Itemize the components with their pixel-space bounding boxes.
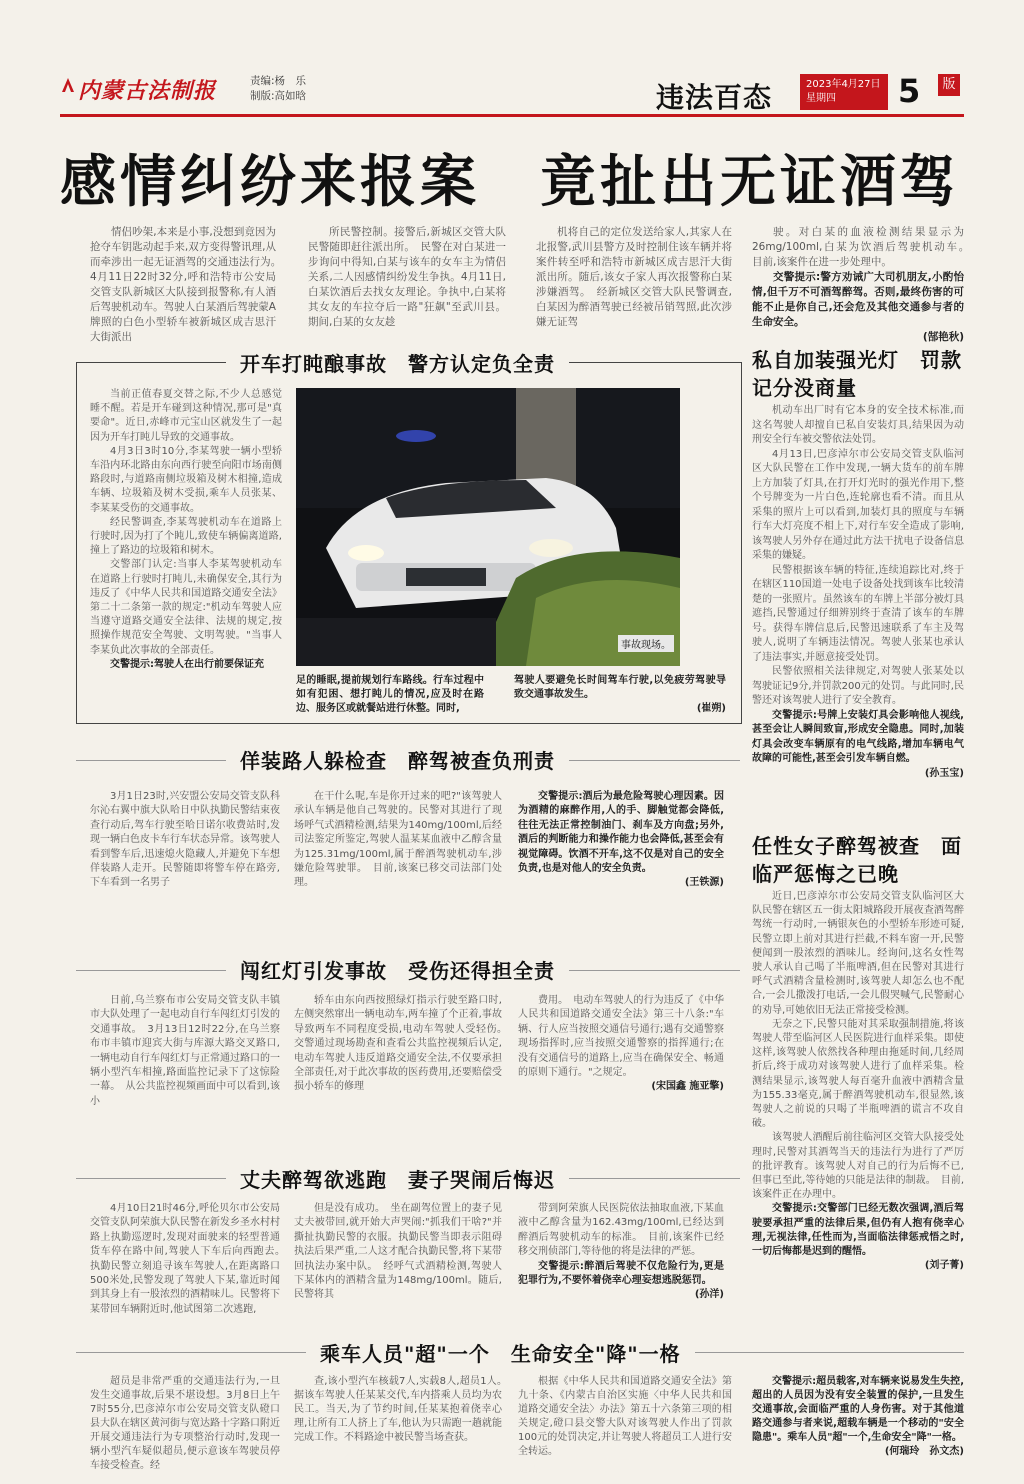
sleep-story-col1 <box>90 790 280 891</box>
doze-tip-col3 <box>514 674 726 716</box>
editor-credits <box>250 74 306 104</box>
story-paragraph: 查,该小型汽车核载7人,实载8人,超员1人。 据该车驾驶人任某某交代,车内搭乘人员均为农民工。当天,为了节约时间,任某某抱着侥幸心理,让所有工人挤上了车,他认为只需跑一趟就能完成工作。不料路途中被民警当场查获。 <box>294 1376 512 1443</box>
issue-date: 2023年4月27日 <box>806 79 881 90</box>
story-paragraph: 日前,乌兰察布市公安局交管支队丰镇市大队处理了一起电动自行车闯红灯引发的交通事故。 3月13日12时22分,在乌兰察布市丰镇市迎宾大街与库源大路交叉路口,一辆电动自行车闯红灯与正常通过路口的一辆小型汽车相撞,路面监控记录下了这惊险一幕。 从公共监控视频画面中可以看到,该小 <box>90 995 280 1107</box>
lights-story <box>752 404 964 781</box>
traffic-tip: 交警提示:驾驶人在出行前要保证充 <box>110 658 264 670</box>
traffic-tip: 驾驶人要避免长时间驾车行驶,以免疲劳驾驶导致交通事故发生。 <box>514 675 726 700</box>
byline: (崔朔) <box>696 703 726 714</box>
sleep-story-col2 <box>294 790 502 891</box>
wife-story-col3 <box>518 1202 724 1303</box>
main-story-text: 所民警控制。接警后,新城区交管大队民警随即赶往派出所。 民警在对白某进一步询问中得知,白某与该车的女车主为情侣关系,二人因感情纠纷发生争执。4月11日,白某饮酒后去找女友理论。争执中,白某将其女友的车拉夺后一路"狂飙"至武川县。期间,白某的女友趁 <box>308 226 506 328</box>
wife-story-col1 <box>90 1202 290 1317</box>
story-paragraph: 超员是非常严重的交通违法行为,一旦发生交通事故,后果不堪设想。3月8日上午7时55分,巴彦淖尔市公安局交管支队磴口县大队在辖区黄河街与宽达路十字路口附近开展交通违法行为专项整治行动时,发现一辆小型汽车疑似超员,便示意该车驾驶员停车接受检查。经 <box>90 1376 280 1471</box>
story-paragraph: 4月13日,巴彦淖尔市公安局交管支队临河区大队民警在工作中发现,一辆大货车的前车牌上方加装了灯具,在打开灯光时的强光作用下,整个号牌变为一片白色,连轮廓也看不清。而且从采集的照片上可以看到,加装灯具的照度与车辆行车大灯亮度不相上下,对行车安全造成了影响,该驾驶人另外存在通过此方法干扰电子设备信息采集的嫌疑。 <box>752 448 964 561</box>
byline: (孙玉宝) <box>924 767 964 779</box>
page-label: 版 <box>938 74 960 96</box>
date-box <box>800 74 888 110</box>
section-name: 违法百态 <box>656 81 773 114</box>
story-paragraph: 民警依照相关法律规定,对驾驶人张某处以驾驶证记9分,并罚款200元的处罚。与此同时,民警还对该驾驶人进行了安全教育。 <box>752 666 964 706</box>
main-story-col1 <box>90 225 287 345</box>
byline: (孙洋) <box>694 1289 724 1301</box>
story-paragraph: 根据《中华人民共和国道路交通安全法》第九十条、《内蒙古自治区实施〈中华人民共和国道路交通安全法〉办法》第五十六条第三项的相关规定,磴口县交警大队对该驾驶人作出了罚款100元的处罚决定,并让驾驶人将超员工人进行安全转运。 <box>518 1376 732 1457</box>
woman-story <box>752 890 964 1273</box>
main-headline: 感情纠纷来报案 竟扯出无证酒驾 <box>60 149 960 215</box>
story-paragraph: 3月1日23时,兴安盟公安局交管支队科尔沁右翼中旗大队哈日中队执勤民警结束夜查行动后,驾车行驶至哈日诺尔收费站时,发现一辆白色皮卡车行车状态异常。该驾驶人看到警车后,迅速熄火隐藏人,并避免下车想佯装路人走开。民警随即将警车停在路旁,下车看到一名男子 <box>90 791 280 889</box>
story-headline: 乘车人员"超"一个 生命安全"降"一格 <box>306 1338 695 1367</box>
sleep-story-col3 <box>518 790 724 891</box>
main-story-text: 机将自己的定位发送给家人,其家人在北报警,武川县警方及时控制住该车辆并将案件转至呼和浩特市新城区成吉思汗大街派出所。随后,该女子家人再次报警称白某涉嫌酒驾。 经新城区交管大队民警调查,白某因为醉酒驾驶已经被吊销驾照,此次涉嫌无证驾 <box>536 226 732 328</box>
main-story-text: 情侣吵架,本来是小事,没想到竟因为抢夺车钥匙动起手来,双方变得警讯理,从而牵涉出一起无证酒驾的交通违法行为。 4月11日22时32分,呼和浩特市公安局交管支队新城区大队接到报警称,有人酒后驾驶机动车。驾驶人白某酒后驾驶蒙A牌照的白色小型轿车被新城区成吉思汗大街派出 <box>90 226 287 343</box>
traffic-tip: 交警提示:超员载客,对车辆来说易发生失控,超出的人员因为没有安全装置的保护,一旦发生交通事故,会面临严重的人身伤害。对于其他道路交通参与者来说,超载车辆是一个移动的"安全隐患"。乘车人员"超"一个,生命安全"降"一格。 <box>752 1376 964 1443</box>
story-paragraph: 交警部门认定:当事人李某驾驶机动车在道路上行驶时打盹儿,未确保安全,其行为违反了《中华人民共和国道路交通安全法》第二十二条第一款的规定:"机动车驾驶人应当遵守道路交通安全法律、法规的规定,按照操作规范安全驾驶、文明驾驶。"当事人李某负此次事故的全部责任。 <box>90 559 282 656</box>
traffic-tip: 足的睡眠,提前规划行车路线。行车过程中如有犯困、想打盹儿的情况,应及时在路边、服务区或就餐站进行休整。同时, <box>296 675 484 714</box>
issue-weekday: 星期四 <box>806 93 836 104</box>
byline: (何瑞玲 孙文杰) <box>884 1446 964 1457</box>
overload-story-col2 <box>294 1375 512 1445</box>
editor-line: 责编:杨 乐 <box>250 75 307 87</box>
overload-story-col4 <box>752 1375 964 1459</box>
story-headline: 任性女子醉驾被查 面临严惩悔之已晚 <box>752 834 962 886</box>
wife-story-col2 <box>294 1202 502 1303</box>
main-story-col3 <box>536 225 732 330</box>
redlight-story-col2 <box>294 994 512 1095</box>
page-number: 5 <box>898 72 921 110</box>
traffic-tip: 交警提示:交警部门已经无数次强调,酒后驾驶要承担严重的法律后果,但仍有人抱有侥幸心理,无视法律,任性而为,当面临法律惩戒悟之时,一切后悔都是迟到的醒悟。 <box>752 1203 964 1258</box>
byline: (王铁源) <box>684 877 724 889</box>
traffic-tip: 交警提示:警方劝诫广大司机朋友,小酌怡情,但千万不可酒驾醉驾。否则,最终伤害的可能不止是你自己,还会危及其他交通参与者的生命安全。 <box>752 271 964 328</box>
doze-story-col1 <box>90 388 282 672</box>
story-paragraph: 轿车由东向西按照绿灯指示行驶至路口时,左侧突然窜出一辆电动车,两车撞了个正着,事故导致两车不同程度受损,电动车驾驶人受轻伤。 交警通过现场勘查和查看公共监控视频后认定,电动车驾驶人违反道路交通安全法,不仅要承担全部责任,对于此次事故的医药费用,还要赔偿受损小轿车的修理 <box>294 995 512 1093</box>
story-paragraph: 当前正值春夏交替之际,不少人总感觉睡不醒。若是开车碰到这种情况,那可是"真要命"。近日,赤峰市元宝山区就发生了一起因为开车打盹儿导致的交通事故。 <box>90 389 282 443</box>
traffic-tip: 交警提示:醉酒后驾驶不仅危险行为,更是犯罪行为,不要怀着侥幸心理妄想逃脱惩罚。 <box>518 1260 724 1287</box>
overload-story-col3 <box>518 1375 732 1459</box>
accident-scene-photo <box>296 388 680 666</box>
redlight-story-col1 <box>90 994 280 1109</box>
story-paragraph: 民警根据该车辆的特征,连续追踪比对,终于在辖区110国道一处电子设备处找到该车比较清楚的一张照片。虽然该车的车牌上半部分被灯具遮挡,民警通过仔细辨别终于查清了该车的车牌号。获得车牌信息后,民警迅速联系了车主及驾驶人,说明了车辆违法情况。驾驶人张某也承认了违法事实,并愿意接受处罚。 <box>752 564 964 663</box>
story-paragraph: 带到阿荣旗人民医院依法抽取血液,下某血液中乙醇含量为162.43mg/100ml,已经达到醉酒后驾驶机动车的标准。 目前,该案件已经移交刑侦部门,等待他的将是法律的严惩。 <box>518 1203 724 1258</box>
story-paragraph: 经民警调查,李某驾驶机动车在道路上行驶时,因为打了个盹儿,致使车辆偏离道路,撞上了路边的垃圾箱和树木。 <box>90 516 282 557</box>
story-paragraph: 但是没有成功。 坐在副驾位置上的妻子见丈夫被带回,就开始大声哭闹:"抓我们干啥?"并撕扯执勤民警的衣服。执勤民警当即表示阻碍执法后果严重,二人这才配合执勤民警,将下某带回执法办案中队。 经呼气式酒精检测,驾驶人下某体内的酒精含量为148mg/100ml。随后,民警将其 <box>294 1203 502 1301</box>
story-paragraph: 4月3日3时10分,李某驾驶一辆小型轿车沿内环北路由东向西行驶至向阳市场南侧路段时,与道路南侧垃圾箱及树木相撞,造成车辆、垃圾箱及树木受损,乘车人员张某、李某某受伤的交通事故。 <box>90 445 282 514</box>
photo-caption: 事故现场。 <box>618 635 674 652</box>
story-headline: 佯装路人躲检查 醉驾被查负刑责 <box>226 745 569 774</box>
main-story-col2 <box>308 225 506 330</box>
story-paragraph: 该驾驶人酒醒后前往临河区交管大队接受处理时,民警对其酒驾当天的违法行为进行了严厉的批评教育。该驾驶人对自己的行为后悔不已,但事已至此,等待她的只能是法律的制裁。 目前,该案件正在办理中。 <box>752 1132 964 1201</box>
producer-line: 制版:高如晗 <box>250 90 307 102</box>
main-story-text: 驶。对白某的血液检测结果显示为26mg/100ml,白某为饮酒后驾驶机动车。 目前,该案件在进一步处理中。 <box>752 226 975 268</box>
story-headline: 丈夫醉驾欲逃跑 妻子哭闹后悔迟 <box>226 1164 569 1193</box>
redlight-story-col3 <box>518 994 724 1095</box>
story-headline: 闯红灯引发事故 受伤还得担全责 <box>226 955 569 984</box>
byline: (刘子菁) <box>924 1260 964 1272</box>
story-paragraph: 4月10日21时46分,呼伦贝尔市公安局交管支队阿荣旗大队民警在新发乡圣水村村路上执勤巡逻时,发现对面驶来的轻型普通货车停在路中间,驾驶人下车后向西跑去。 执勤民警立刻追寻该车驾驶人,在距离路口500米处,民警发现了驾驶人下某,靠近时闻到其身上有一股浓烈的酒精味儿。民警将下某带回车辆附近时,他试图第二次逃跑, <box>90 1203 290 1315</box>
byline: (宋国鑫 施亚擎) <box>651 1081 724 1093</box>
newspaper-logo-icon <box>60 76 76 94</box>
byline: (郜艳秋) <box>922 331 964 343</box>
doze-tip-col2 <box>296 674 484 716</box>
story-paragraph: 近日,巴彦淖尔市公安局交管支队临河区大队民警在辖区五一街太阳城路段开展夜查酒驾醉驾统一行动时,一辆银灰色的小型轿车形迹可疑,民警立即上前对其进行拦截,不料车窗一开,民警便闻到一股浓烈的酒味儿。经询问,这名女性驾驶人承认自己喝了半瓶啤酒,但在民警对其进行呼气式酒精含量检测时,该驾驶人却怎么也不配合,一会儿撒泼打电话,一会儿假哭喊气,民警耐心的劝导,可她依旧无法正常接受检测。 <box>752 891 964 1016</box>
story-paragraph: 无奈之下,民警只能对其采取强制措施,将该驾驶人带至临河区人民医院进行血样采集。即使这样,该驾驶人依然找各种理由拖延时间,几经周折后,终于成功对该驾驶人进行了血样采集。检测结果显示,该驾驶人每百毫升血液中酒精含量为155.33毫克,属于醉酒驾驶机动车,很显然,该驾驶人之前说的只喝了半瓶啤酒的谎言不攻自破。 <box>752 1018 964 1130</box>
main-story-col4 <box>752 225 975 345</box>
story-paragraph: 费用。 电动车驾驶人的行为违反了《中华人民共和国道路交通安全法》第三十八条:"车辆、行人应当按照交通信号通行;遇有交通警察现场指挥时,应当按照交通警察的指挥通行;在没有交通信号的道路上,应当在确保安全、畅通的原则下通行。"之规定。 <box>518 995 724 1079</box>
story-paragraph: 在干什么呢,车是你开过来的吧?"该驾驶人承认车辆是他自己驾驶的。民警对其进行了现场呼气式酒精检测,结果为140mg/100ml,后经司法鉴定所鉴定,驾驶人温某某血液中乙醇含量为125.31mg/100ml,属于醉酒驾驶机动车,涉嫌危险驾驶罪。 目前,该案已移交司法部门处理。 <box>294 791 502 889</box>
traffic-tip: 交警提示:号牌上安装灯具会影响他人视线,甚至会让人瞬间致盲,形成安全隐患。同时,加装灯具会改变车辆原有的电气线路,增加车辆电气故障的可能性,甚至会引发车辆自燃。 <box>752 709 964 764</box>
story-headline: 开车打盹酿事故 警方认定负全责 <box>226 348 569 377</box>
crashed-car-image <box>296 388 680 666</box>
overload-story-col1 <box>90 1375 280 1473</box>
traffic-tip: 交警提示:酒后为最危险驾驶心理因素。因为酒精的麻醉作用,人的手、脚触觉都会降低,往往无法正常控制油门、刹车及方向盘;另外,酒后的判断能力和操作能力也会降低,甚至会有视觉障碍。饮酒不开车,这不仅是对自己的安全负责,也是对他人的安全负责。 <box>518 791 724 875</box>
story-headline: 私自加装强光灯 罚款记分没商量 <box>752 348 962 400</box>
newspaper-name: 内蒙古法制报 <box>78 78 217 104</box>
masthead-rule <box>60 114 964 117</box>
story-paragraph: 机动车出厂时有它本身的安全技术标准,而这名驾驶人却擅自已私自安装灯具,结果因为动刑安全行车被交警依法处罚。 <box>752 405 964 445</box>
